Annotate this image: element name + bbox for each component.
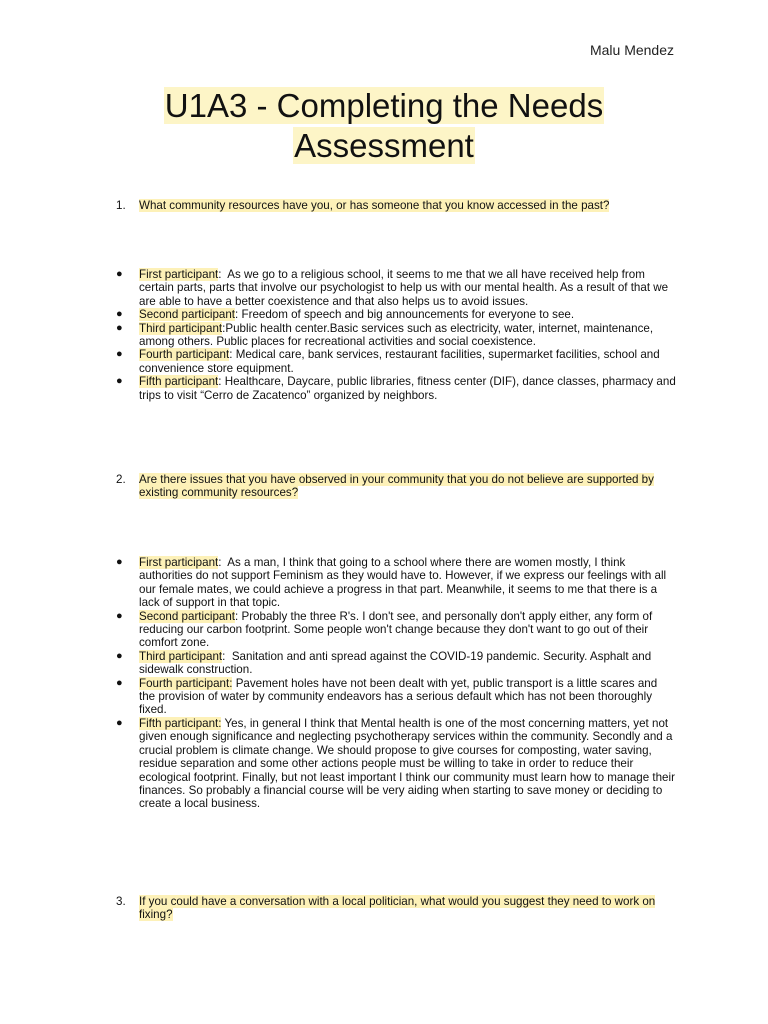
participant-label: Fifth participant: — [139, 716, 222, 730]
title-line-1: U1A3 - Completing the Needs — [164, 87, 604, 124]
list-item — [116, 650, 676, 677]
label-separator: : — [235, 609, 242, 623]
answer-text: As we go to a religious school, it seems to me that we all have received help from certain parts, parts that involve our psychologist to help us with our mental health. As a result of that we are able to have a better coexistence and that also helps us to avoid issues. — [139, 268, 669, 308]
bullet-icon: ● — [116, 268, 123, 280]
bullet-icon: ● — [116, 321, 123, 334]
list-item — [116, 268, 676, 308]
question-text: Are there issues that you have observed in your community that you do not believe are supported by existing community resources? — [139, 473, 654, 500]
bullet-icon: ● — [116, 375, 123, 388]
participant-label: Second participant — [139, 308, 236, 322]
question-text: If you could have a conversation with a local politician, what would you suggest they need to work on fixing? — [139, 895, 656, 922]
list-item — [116, 610, 676, 650]
label-separator: : — [229, 348, 236, 362]
answer-text: Probably the three R's. I don't see, and personally don't apply either, any form of reducing our carbon footprint. Some people won't change because they don't want to go out of their comfort zone. — [139, 609, 653, 650]
answer-text: Freedom of speech and big announcements for everyone to see. — [241, 308, 575, 322]
participant-label: Second participant — [139, 609, 236, 623]
answer-list-1 — [116, 268, 676, 402]
bullet-icon: ● — [116, 348, 123, 361]
bullet-icon: ● — [116, 649, 123, 662]
label-separator: : — [235, 308, 242, 322]
participant-label: Fourth participant: — [139, 676, 233, 690]
list-item — [116, 308, 676, 321]
bullet-icon: ● — [116, 308, 123, 321]
question-1 — [116, 199, 676, 212]
answer-text: Sanitation and anti spread against the COVID-19 pandemic. Security. Asphalt and sidewalk construction. — [139, 649, 652, 677]
list-item — [116, 375, 676, 402]
answer-text: Public health center.Basic services such as electricity, water, internet, maintenance, among others. Public places for recreational activities and social coexistence. — [139, 321, 654, 349]
question-number: 3. — [116, 895, 126, 908]
participant-label: First participant — [139, 268, 219, 281]
bullet-icon: ● — [116, 716, 123, 729]
label-separator: : — [218, 556, 228, 569]
participant-label: Third participant — [139, 649, 223, 663]
bullet-icon: ● — [116, 676, 123, 689]
list-item — [116, 677, 676, 717]
participant-label: Third participant — [139, 321, 223, 335]
answer-text: Medical care, bank services, restaurant facilities, supermarket facilities, school and convenience store equipment. — [139, 348, 660, 375]
question-3 — [116, 895, 676, 922]
answer-text: Yes, in general I think that Mental health is one of the most concerning matters, yet not given enough significance and neglecting psychotherapy services within the community. Secondly and a crucial problem is climate change. We should propose to give courses for composting, water saving, residue separation and some other actions people must be willing to take in order to reduce their ecological footprint. Finally, but not least important I think our community must learn how to manage their finances. So probably a financial course will be very aiding when starting to save money or deciding to create a local business. — [139, 716, 675, 811]
document-title — [0, 86, 768, 166]
label-separator: : — [218, 375, 225, 389]
bullet-icon: ● — [116, 609, 123, 622]
list-item — [116, 717, 676, 811]
participant-label: Fifth participant — [139, 375, 219, 389]
list-item — [116, 556, 676, 610]
answer-text: As a man, I think that going to a school where there are women mostly, I think authorities do not support Feminism as they would have to. However, if we express our feelings with all our female mates, we could achieve a progress in that part. Meanwhile, it seems to me that there is a lack of support in that topic. — [139, 556, 667, 610]
answer-text: Pavement holes have not been dealt with yet, public transport is a little scares and the provision of water by community endeavors has a serious default which has not been thoroughly fixed. — [139, 676, 658, 717]
question-number: 2. — [116, 473, 126, 486]
label-separator: : — [218, 268, 228, 281]
list-item — [116, 322, 676, 349]
answer-text: Healthcare, Daycare, public libraries, fitness center (DIF), dance classes, pharmacy and trips to visit “Cerro de Zacatenco” organized by neighbors. — [139, 375, 676, 402]
question-number: 1. — [116, 199, 126, 212]
list-item — [116, 348, 676, 375]
participant-label: Fourth participant — [139, 348, 230, 362]
author-name: Malu Mendez — [589, 42, 674, 58]
label-separator: : — [222, 321, 226, 335]
label-separator: : — [222, 649, 232, 663]
participant-label: First participant — [139, 556, 219, 569]
question-text: What community resources have you, or has someone that you know accessed in the past? — [139, 199, 610, 212]
bullet-icon: ● — [116, 556, 123, 568]
answer-list-2 — [116, 556, 676, 811]
question-2 — [116, 473, 676, 500]
title-line-2: Assessment — [294, 127, 474, 164]
